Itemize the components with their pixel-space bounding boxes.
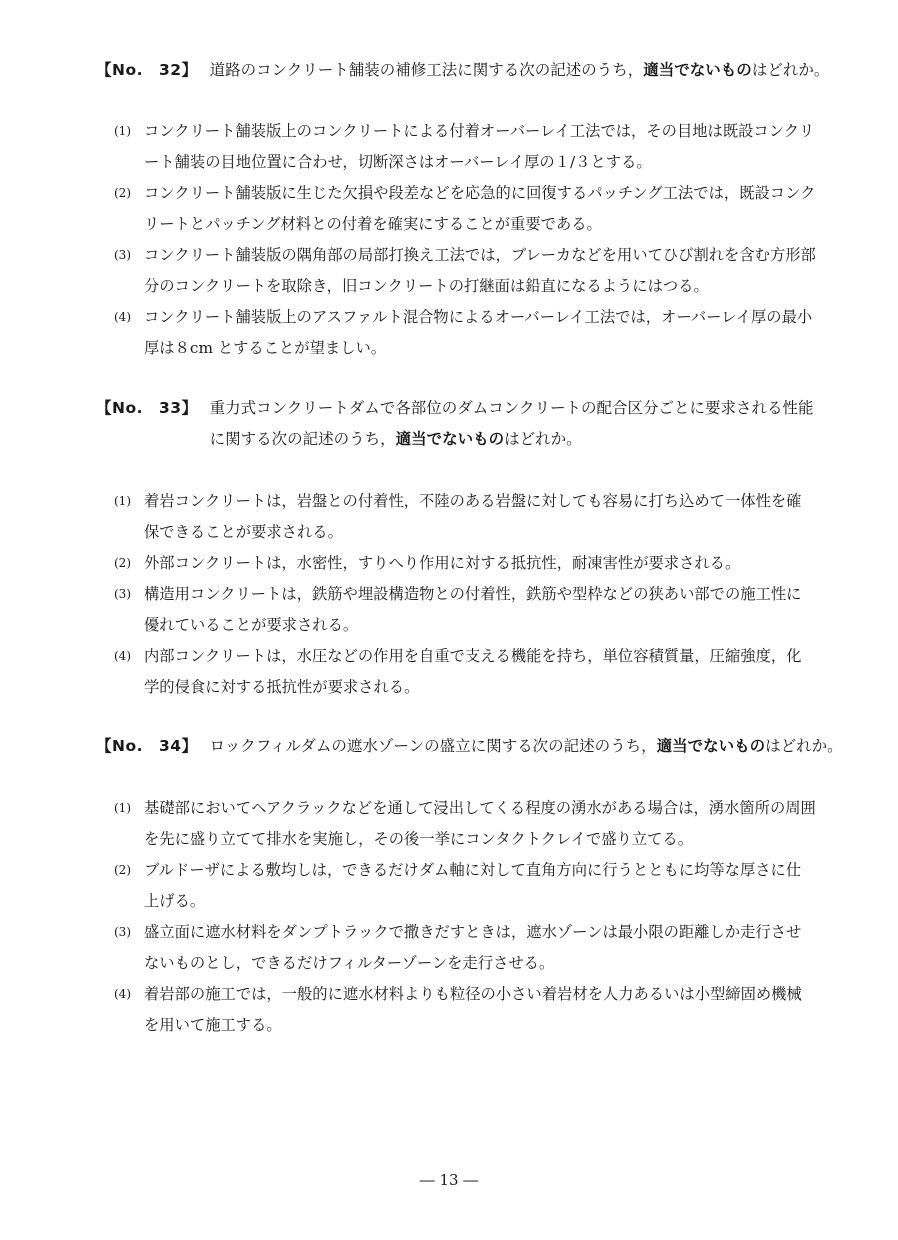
question-34 (96, 731, 843, 1041)
choice-mark: (4) (114, 987, 131, 1001)
stem-text: ロックフィルダムの遮水ゾーンの盛立に関する次の記述のうち， (209, 737, 657, 755)
choice-list (96, 116, 816, 364)
question-number: 【No. 34】 (96, 737, 198, 755)
question-stem (198, 55, 830, 86)
choice-2 (96, 855, 816, 917)
page-number: ― 13 ― (419, 1171, 479, 1189)
stem-emphasis: 適当でないもの (395, 430, 505, 448)
choice-mark: (1) (114, 801, 131, 815)
choice-text: 着岩コンクリートは，岩盤との付着性，不陸のある岩盤に対しても容易に打ち込めて一体性を確保できることが要求される。 (144, 492, 802, 541)
question-33 (96, 393, 816, 703)
stem-emphasis: 適当でないもの (643, 61, 752, 79)
choice-text: 基礎部においてヘアクラックなどを通して浸出してくる程度の湧水がある場合は，湧水箇所の周囲を先に盛り立てて排水を実施し，その後一挙にコンタクトクレイで盛り立てる。 (144, 799, 816, 848)
choice-text: 盛立面に遮水材料をダンプトラックで撒きだすときは，遮水ゾーンは最小限の距離しか走行させないものとし，できるだけフィルターゾーンを走行させる。 (144, 923, 802, 972)
stem-emphasis: 適当でないもの (656, 737, 766, 755)
choice-text: 外部コンクリートは，水密性，すりへり作用に対する抵抗性，耐凍害性が要求される。 (144, 554, 741, 572)
choice-mark: (3) (114, 587, 131, 601)
choice-1 (96, 486, 816, 548)
choice-1 (96, 116, 816, 178)
choice-mark: (1) (114, 124, 131, 138)
stem-text-end: はどれか。 (765, 737, 843, 755)
choice-3 (96, 579, 816, 641)
choice-4 (96, 979, 816, 1041)
choice-text: コンクリート舗装版上のコンクリートによる付着オーバーレイ工法では，その目地は既設コンクリート舗装の目地位置に合わせ，切断深さはオーバーレイ厚の１/３とする。 (144, 122, 815, 171)
question-header (96, 55, 830, 86)
choice-1 (96, 793, 816, 855)
choice-3 (96, 240, 816, 302)
choice-text: 構造用コンクリートは，鉄筋や埋設構造物との付着性，鉄筋や型枠などの狭あい部での施工性に優れていることが要求される。 (144, 585, 802, 634)
choice-text: ブルドーザによる敷均しは，できるだけダム軸に対して直角方向に行うとともに均等な厚さに仕上げる。 (144, 861, 802, 910)
choice-mark: (3) (114, 925, 131, 939)
choice-4 (96, 302, 816, 364)
choice-mark: (2) (114, 186, 131, 200)
choice-text: 着岩部の施工では，一般的に遮水材料よりも粒径の小さい着岩材を人力あるいは小型締固め機械を用いて施工する。 (144, 985, 802, 1034)
stem-text-end: はどれか。 (504, 430, 582, 448)
choice-mark: (2) (114, 863, 131, 877)
stem-text: 道路のコンクリート舗装の補修工法に関する次の記述のうち， (209, 61, 644, 79)
choice-mark: (4) (114, 310, 131, 324)
choice-list (96, 793, 816, 1041)
choice-list (96, 486, 816, 703)
question-header (96, 731, 843, 762)
choice-mark: (3) (114, 248, 131, 262)
choice-2 (96, 178, 816, 240)
choice-text: コンクリート舗装版上のアスファルト混合物によるオーバーレイ工法では，オーバーレイ厚の最小厚は８cm とすることが望ましい。 (144, 308, 813, 357)
question-32 (96, 55, 830, 364)
choice-text: コンクリート舗装版に生じた欠損や段差などを応急的に回復するパッチング工法では，既設コンクリートとパッチング材料との付着を確実にすることが重要である。 (144, 184, 816, 233)
question-number: 【No. 32】 (96, 61, 198, 79)
choice-text: コンクリート舗装版の隅角部の局部打換え工法では，ブレーカなどを用いてひび割れを含む方形部分のコンクリートを取除き，旧コンクリートの打継面は鉛直になるようにはつる。 (144, 246, 816, 295)
choice-mark: (4) (114, 649, 131, 663)
choice-4 (96, 641, 816, 703)
question-stem (198, 393, 816, 455)
question-number: 【No. 33】 (96, 399, 198, 417)
choice-2 (96, 548, 816, 579)
choice-3 (96, 917, 816, 979)
question-stem (198, 731, 843, 762)
choice-text: 内部コンクリートは，水圧などの作用を自重で支える機能を持ち，単位容積質量，圧縮強度，化学的侵食に対する抵抗性が要求される。 (144, 647, 802, 696)
choice-mark: (1) (114, 494, 131, 508)
question-header (96, 393, 816, 455)
stem-text: 重力式コンクリートダムで各部位のダムコンクリートの配合区分ごとに要求される性能に関する次の記述のうち， (209, 399, 814, 448)
choice-mark: (2) (114, 556, 131, 570)
stem-text-end: はどれか。 (751, 61, 830, 79)
